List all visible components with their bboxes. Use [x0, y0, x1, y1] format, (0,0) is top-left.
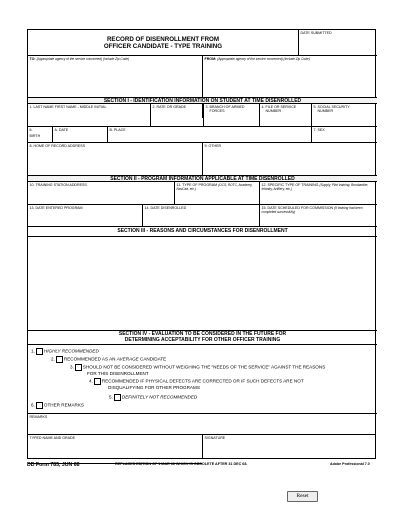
- option-1-checkbox[interactable]: [36, 348, 43, 355]
- option-4-num: 4.: [89, 378, 93, 384]
- replaces-note: REPLACES EDITION OF 1 MAR 66 WHICH IS OBSOLETE AFTER 31 DEC 68.: [115, 462, 248, 466]
- option-2-num: 2.: [51, 356, 55, 362]
- sex-field[interactable]: [311, 126, 377, 142]
- form-title-line1: RECORD OF DISENROLLMENT FROM: [106, 36, 220, 43]
- option-4-label-2: DISQUALIFYING FOR OTHER PROGRAMS: [108, 384, 200, 390]
- option-5-label: DEFINITELY NOT RECOMMENDED: [121, 394, 198, 400]
- home-address-label: 8. HOME OF RECORD ADDRESS: [29, 144, 86, 148]
- last-name-field[interactable]: [28, 104, 150, 126]
- option-2-checkbox[interactable]: [56, 356, 63, 363]
- section-4-header: [28, 330, 377, 345]
- section-4-title-line1: SECTION IV - EVALUATION TO BE CONSIDERED IN THE FUTURE FOR: [118, 331, 287, 337]
- software-note: Adobe Professional 7.0: [330, 462, 370, 466]
- option-5: [109, 394, 197, 401]
- section-3-header: SECTION III - REASONS AND CIRCUMSTANCES FOR DISENROLLMENT: [28, 226, 377, 237]
- training-type-label: 12. SPECIFIC TYPE OF TRAINING: [261, 183, 319, 187]
- option-4-label: RECOMMENDED IF PHYSICAL DEFECTS ARE CORRECTED OR IF SUCH DEFECTS ARE NOT: [101, 378, 304, 384]
- training-station-label: 10. TRAINING STATION ADDRESS: [29, 183, 87, 187]
- commission-date-field[interactable]: [259, 204, 377, 226]
- training-type-note: (Supply, Pilot training, Bombardier, Infantry, Artillery, etc.): [261, 183, 369, 192]
- ssn-label-2: NUMBER: [317, 109, 334, 114]
- option-6-label: OTHER REMARKS: [43, 402, 84, 408]
- date-disenrolled-label: 14. DATE DISENROLLED: [144, 206, 187, 210]
- option-3-label-2: FOR THIS DISENROLLMENT: [87, 370, 149, 376]
- option-2: [51, 356, 166, 363]
- option-1: [31, 348, 99, 355]
- birth-date-field[interactable]: [52, 126, 107, 142]
- option-3-checkbox[interactable]: [75, 364, 82, 371]
- other-label: 9. OTHER: [204, 144, 222, 148]
- date-submitted-label: DATE SUBMITTED: [300, 31, 332, 35]
- rate-grade-label: 2. RATE OR GRADE: [152, 105, 186, 109]
- option-5-checkbox[interactable]: [114, 394, 121, 401]
- birth-place-label: B. PLACE: [109, 128, 126, 132]
- section-4-title-line2: DETERMINING ACCEPTABILITY FOR OTHER OFFICER TRAINING: [124, 336, 281, 343]
- option-4-checkbox[interactable]: [94, 378, 101, 385]
- option-4: [89, 378, 375, 390]
- branch-label-2: FORCES: [209, 109, 225, 114]
- option-5-num: 5.: [109, 394, 113, 400]
- date-entered-label: 13. DATE ENTERED PROGRAM: [29, 206, 83, 210]
- commission-date-label: 15. DATE SCHEDULED FOR COMMISSION: [261, 206, 334, 210]
- remarks-label: REMARKS: [29, 415, 48, 419]
- birth-date-label: A. DATE: [54, 128, 69, 132]
- reasons-text-area[interactable]: [28, 237, 377, 330]
- disenrollment-form: [27, 29, 376, 459]
- form-title: [28, 36, 298, 50]
- from-label: FROM:: [204, 57, 217, 61]
- date-disenrolled-field[interactable]: [142, 204, 259, 226]
- program-type-label: 11. TYPE OF PROGRAM: [176, 183, 218, 187]
- branch-field[interactable]: [203, 104, 259, 126]
- from-note: (Appropriate agency of the service concerned) (Include Zip Code): [217, 57, 310, 61]
- form-id: DD Form 785, JUN 68: [27, 462, 80, 468]
- date-submitted-field[interactable]: [298, 30, 377, 55]
- name-signature-row: [27, 434, 376, 459]
- to-note: (Appropriate agency of the service concerned) (Include Zip Code): [36, 57, 130, 61]
- rate-grade-field[interactable]: [150, 104, 203, 126]
- training-type-field[interactable]: [259, 182, 377, 204]
- other-field[interactable]: [202, 142, 377, 176]
- birth-num: 6.: [29, 128, 33, 132]
- typed-name-cell[interactable]: [28, 435, 202, 458]
- program-type-note: (OCS; ROTC, Academy, NavCad, etc.): [176, 183, 253, 192]
- signature-label: SIGNATURE: [204, 436, 226, 440]
- home-address-field[interactable]: [28, 142, 202, 176]
- option-2-emphasis: AVERAGE: [116, 356, 139, 362]
- form-title-line2: OFFICER CANDIDATE - TYPE TRAINING: [103, 43, 223, 50]
- option-6: [31, 402, 84, 409]
- file-number-label-2: NUMBER: [265, 109, 282, 114]
- program-type-field[interactable]: [174, 182, 259, 204]
- signature-cell[interactable]: [202, 435, 376, 458]
- option-3-label: SHOULD NOT BE CONSIDERED WITHOUT WEIGHING THE "NEEDS OF THE SERVICE" AGAINST THE REASONS: [82, 364, 326, 370]
- to-label: TO:: [29, 57, 36, 61]
- last-name-label: 1. LAST NAME FIRST NAME - MIDDLE INITIAL: [29, 105, 107, 109]
- option-1-num: 1.: [31, 348, 35, 354]
- section-1-header: SECTION I - IDENTIFICATION INFORMATION ON STUDENT AT TIME DISENROLLED: [28, 97, 377, 104]
- ssn-field[interactable]: [311, 104, 377, 126]
- sex-label: 7. SEX: [313, 128, 325, 132]
- birth-place-field[interactable]: [107, 126, 311, 142]
- branch-label-1: 3. BRANCH OF ARMED: [205, 105, 245, 109]
- file-number-label-1: 4. FILE OR SERVICE: [261, 105, 297, 109]
- option-3-num: 3.: [70, 364, 74, 370]
- option-3: [70, 364, 375, 376]
- commission-date-note: (If training had been completed successfully): [261, 206, 363, 215]
- birth-label: BIRTH: [29, 134, 41, 139]
- option-2-label: RECOMMENDED AS AN: [63, 356, 117, 362]
- option-2-tail: CANDIDATE: [138, 356, 167, 362]
- date-entered-field[interactable]: [28, 204, 142, 226]
- option-6-checkbox[interactable]: [36, 402, 43, 409]
- option-1-label: HIGHLY RECOMMENDED: [43, 348, 99, 354]
- typed-name-label: TYPED NAME AND GRADE: [29, 436, 76, 440]
- ssn-label-1: 5. SOCIAL SECURITY: [313, 105, 350, 109]
- file-number-field[interactable]: [259, 104, 311, 126]
- training-station-field[interactable]: [28, 182, 174, 204]
- birth-label-cell: [28, 126, 52, 142]
- reset-button[interactable]: Reset: [287, 491, 318, 502]
- option-6-num: 6.: [31, 402, 35, 408]
- section-2-header: SECTION II - PROGRAM INFORMATION APPLICABLE AT TIME DISENROLLED: [28, 175, 377, 182]
